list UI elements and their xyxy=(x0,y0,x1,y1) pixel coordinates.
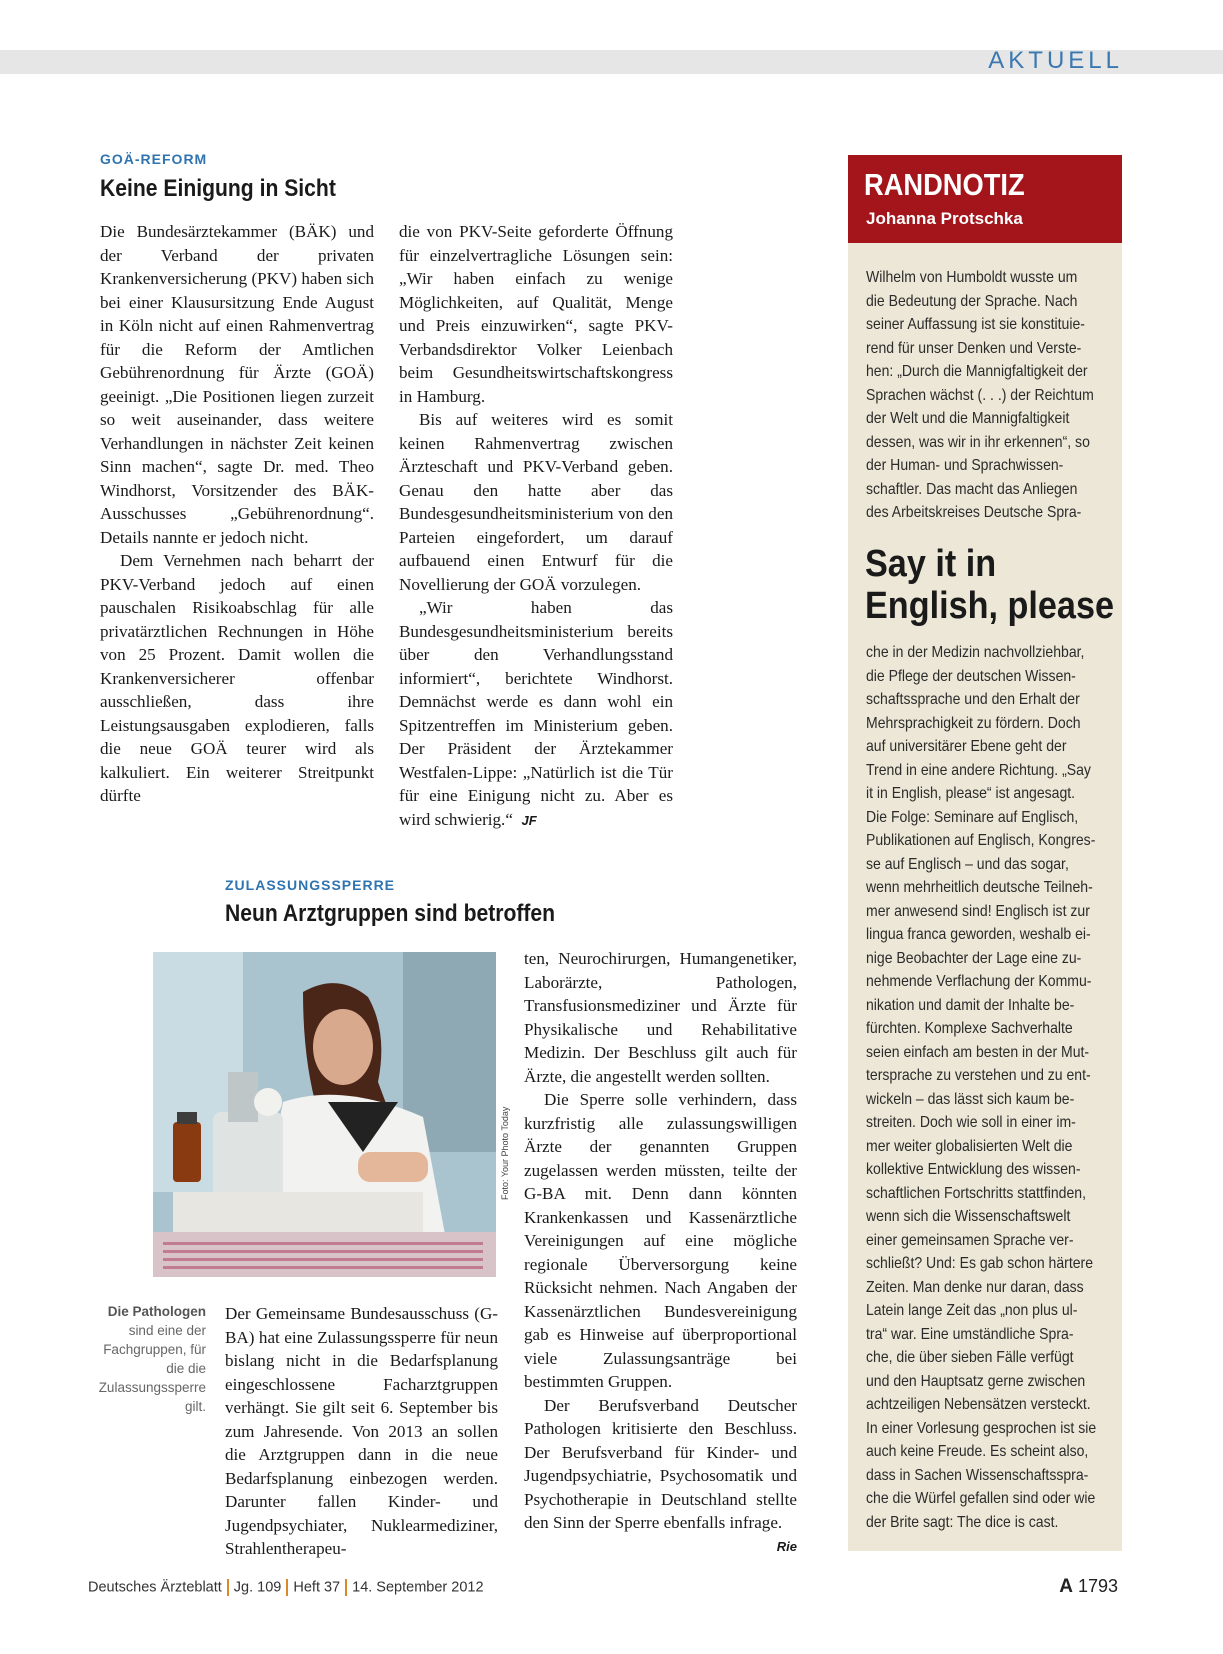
sidebar-text-line: kollektive Entwicklung des wissen- xyxy=(866,1161,1081,1178)
caption-text: sind eine der Fachgruppen, für die die Zulassungssperre gilt. xyxy=(98,1323,206,1414)
journal-name: Deutsches Ärzteblatt xyxy=(88,1579,222,1596)
paragraph: Bis auf weiteres wird es somit keinen Rahmenvertrag zwischen Ärzteschaft und PKV-Verband geben. Genau den hatte aber das Bundesgesundheitsministerium von den Parteien eingefordert, um darauf aufbauend einen Entwurf für die Novellierung der GOÄ vorzulegen. xyxy=(399,410,673,594)
sidebar-text-line: schaftssprache und den Erhalt der xyxy=(866,691,1080,708)
article1-column-2 xyxy=(399,220,673,832)
page-prefix: A xyxy=(1059,1576,1073,1597)
sidebar-text-line: die Bedeutung der Sprache. Nach xyxy=(866,292,1078,310)
sidebar-text-line: it in English, please“ ist angesagt. xyxy=(866,785,1076,802)
sidebar-text-line: streiten. Doch wie soll in einer im- xyxy=(866,1114,1076,1131)
sidebar-text-line: nikation und damit der Inhalte be- xyxy=(866,996,1075,1014)
sidebar-text-line: Latein lange Zeit das „non plus ul- xyxy=(866,1302,1078,1319)
paragraph: Der Gemeinsame Bundesausschuss (G-BA) hat eine Zulassungssperre für neun bislang nicht in die Bedarfsplanung eingeschlossene Facharztgruppen verhängt. Sie gilt seit 6. September bis zum Jahresende. Von 2013 an sollen die Arztgruppen dann in die neue Bedarfsplanung einbezogen werden. Darunter fallen Kinder- und Jugendpsychiater, Nuklearmediziner, Strahlentherapeu- xyxy=(225,1304,498,1558)
randnotiz-title: RANDNOTIZ xyxy=(864,167,1025,202)
paragraph-text: „Wir haben das Bundesgesundheitsministerium bereits über den Verhandlungsstand informiert“, berichtete Windhorst. Demnächst werde es dann wohl ein Spitzentreffen im Ministerium geben. Der Präsident der Ärztekammer Westfalen-Lippe: „Natürlich ist die Tür für eine Einigung nicht zu. Aber es wird schwierig.“ xyxy=(399,598,673,829)
sidebar-text-line: nige Beobachter der Lage eine zu- xyxy=(866,949,1082,967)
footer-separator xyxy=(227,1579,229,1596)
sidebar-text-line: In einer Vorlesung gesprochen ist sie xyxy=(866,1419,1097,1437)
sidebar-text-line: auf universitärer Ebene geht der xyxy=(866,738,1067,755)
randnotiz-text-bottom xyxy=(866,641,1096,1534)
headline-line: Say it in xyxy=(865,543,997,585)
author-signature: JF xyxy=(521,812,537,828)
sidebar-text-line: Publikationen auf Englisch, Kongres- xyxy=(866,832,1096,849)
sidebar-text-line: der Human- und Sprachwissen- xyxy=(866,457,1064,474)
randnotiz-text-top xyxy=(866,266,1094,525)
journal-issue: Heft 37 xyxy=(293,1579,341,1596)
paragraph xyxy=(524,1394,797,1554)
sidebar-text-line: schließt? Und: Es gab schon härtere xyxy=(866,1255,1094,1272)
sidebar-text-line: mer weiter globalisierten Welt die xyxy=(866,1137,1073,1155)
sidebar-text-line: wickeln – das lässt sich kaum be- xyxy=(866,1090,1075,1108)
sidebar-text-line: che die Würfel gefallen sind oder wie xyxy=(866,1490,1096,1507)
paragraph: ten, Neurochirurgen, Humangenetiker, Laborärzte, Pathologen, Transfusionsmediziner und Ärzte für Physikalische und Rehabilitative Medizin. Der Beschluss gilt auch für Ärzte, die angestellt werden sollten. xyxy=(524,949,797,1086)
article1-kicker: GOÄ-REFORM xyxy=(100,151,208,167)
sidebar-text-line: Sprachen wächst (. . .) der Reichtum xyxy=(866,386,1094,404)
paragraph: Die Sperre solle verhindern, dass kurzfristig alle zulassungswilligen Ärzte der genannten Gruppen zugelassen werden müssten, teilte der G-BA mit. Denn dann könnten Krankenkassen und Kassenärztliche Vereinigungen auf eine mögliche regionale Überversorgung keine Rücksicht nehmen. Nach Angaben der Kassenärztlichen Bundesvereinigung gab es Hinweise auf überproportional viele Zulassungsanträge bei bestimmten Gruppen. xyxy=(524,1090,797,1391)
sidebar-text-line: mer anwesend sind! Englisch ist zur xyxy=(866,902,1090,920)
journal-date: 14. September 2012 xyxy=(352,1579,484,1596)
sidebar-text-line: Zeiten. Man denke nur daran, dass xyxy=(866,1278,1084,1296)
sidebar-text-line: einer gemeinsamen Sprache ver- xyxy=(866,1231,1074,1249)
sidebar-text-line: auch keine Freude. Es scheint also, xyxy=(866,1443,1089,1460)
headline-line: English, please xyxy=(865,585,1114,627)
sidebar-text-line: rend für unser Denken und Verste- xyxy=(866,339,1082,357)
paragraph: Die Bundesärztekammer (BÄK) und der Verband der privaten Krankenversicherung (PKV) haben sich bei einer Klausursitzung Ende August in Köln nicht auf einen Rahmenvertrag für die Reform der Amtlichen Gebührenordnung für Ärzte (GOÄ) geeinigt. „Die Positionen liegen zurzeit so weit auseinander, dass weitere Verhandlungen in nächster Zeit keinen Sinn machen“, sagte Dr. med. Theo Windhorst, Vorsitzender des BÄK-Ausschusses „Gebührenordnung“. Details nannte er jedoch nicht. xyxy=(100,222,374,547)
page-footer xyxy=(88,1579,484,1596)
randnotiz-header xyxy=(848,155,1122,243)
article1-column-1 xyxy=(100,220,374,808)
sidebar-text-line: hen: „Durch die Mannigfaltigkeit der xyxy=(866,363,1088,380)
sidebar-text-line: die Pflege der deutschen Wissen- xyxy=(866,667,1076,685)
paragraph: die von PKV-Seite geforderte Öffnung für einzelvertragliche Lösungen sein: „Wir haben einfach zu wenige Möglichkeiten, auf Qualität, Menge und Preis einzuwirken“, sagte PKV-Verbandsdirektor Volker Leienbach beim Gesundheitswirtschaftskongress in Hamburg. xyxy=(399,222,673,406)
sidebar-text-line: dass in Sachen Wissenschaftsspra- xyxy=(866,1466,1089,1484)
article2-headline: Neun Arztgruppen sind betroffen xyxy=(225,900,556,927)
sidebar-text-line: dessen, was wir in ihr erkennen“, so xyxy=(866,433,1090,451)
sidebar-text-line: schaftlichen Fortschritts stattfinden, xyxy=(866,1184,1086,1202)
paragraph-text: Der Berufsverband Deutscher Pathologen kritisierte den Beschluss. Der Berufsverband für Kinder- und Jugendpsychiatrie, Psychosomatik und Psychotherapie in Deutschland stellte den Sinn der Sperre ebenfalls infrage. xyxy=(524,1395,797,1532)
journal-volume: Jg. 109 xyxy=(233,1579,282,1596)
article2-column-1 xyxy=(225,1302,498,1561)
page-number xyxy=(1059,1576,1118,1598)
sidebar-text-line: und den Hauptsatz gerne zwischen xyxy=(866,1372,1086,1390)
sidebar-text-line: Wilhelm von Humboldt wusste um xyxy=(866,269,1078,286)
sidebar-text-line: achtzeiligen Nebensätzen versteckt. xyxy=(866,1396,1091,1413)
sidebar-text-line: lingua franca geworden, weshalb ei- xyxy=(866,926,1091,943)
photo-credit: Foto: Your Photo Today xyxy=(500,1106,510,1200)
paragraph xyxy=(399,596,673,832)
section-label: AKTUELL xyxy=(988,47,1123,74)
author-signature: Rie xyxy=(776,1538,797,1554)
pathologist-microscope-photo xyxy=(153,952,496,1277)
sidebar-text-line: seiner Auffassung ist sie konstituie- xyxy=(866,316,1085,333)
sidebar-text-line: seien einfach am besten in der Mut- xyxy=(866,1043,1090,1061)
sidebar-text-line: Die Folge: Seminare auf Englisch, xyxy=(866,808,1079,826)
sidebar-text-line: Trend in eine andere Richtung. „Say xyxy=(866,761,1091,779)
sidebar-text-line: tersprache zu verstehen und zu ent- xyxy=(866,1067,1091,1084)
article2-column-2 xyxy=(524,947,797,1558)
sidebar-text-line: der Welt und die Mannigfaltigkeit xyxy=(866,410,1070,427)
sidebar-text-line: Mehrsprachigkeit zu fördern. Doch xyxy=(866,714,1081,732)
sidebar-text-line: schaftler. Das macht das Anliegen xyxy=(866,480,1078,498)
caption-lead: Die Pathologen xyxy=(107,1304,206,1319)
sidebar-text-line: wenn mehrheitlich deutsche Teilneh- xyxy=(866,879,1093,896)
sidebar-text-line: des Arbeitskreises Deutsche Spra- xyxy=(866,504,1082,521)
randnotiz-author: Johanna Protschka xyxy=(866,209,1023,228)
article-photo xyxy=(153,952,496,1277)
footer-separator xyxy=(286,1579,288,1596)
sidebar-text-line: tra“ war. Eine umständliche Spra- xyxy=(866,1325,1074,1343)
article2-kicker: ZULASSUNGSSPERRE xyxy=(225,877,396,893)
page-number-value: 1793 xyxy=(1077,1576,1118,1596)
sidebar-text-line: der Brite sagt: The dice is cast. xyxy=(866,1513,1059,1531)
sidebar-text-line: nehmende Verflachung der Kommu- xyxy=(866,973,1092,990)
sidebar-text-line: fürchten. Komplexe Sachverhalte xyxy=(866,1020,1073,1037)
sidebar-text-line: che, die über sieben Fälle verfügt xyxy=(866,1349,1074,1366)
article1-headline: Keine Einigung in Sicht xyxy=(100,175,336,202)
footer-separator xyxy=(345,1579,347,1596)
paragraph: Dem Vernehmen nach beharrt der PKV-Verband jedoch auf einen pauschalen Risikoabschlag für alle privatärztlichen Rechnungen in Höhe von 25 Prozent. Damit wollen die Krankenversicherer offenbar ausschließen, dass ihre Leistungsausgaben explodieren, falls die neue GOÄ teurer wird als kalkuliert. Ein weiterer Streitpunkt dürfte xyxy=(100,551,374,805)
sidebar-text-line: se auf Englisch – und das sogar, xyxy=(866,855,1069,873)
sidebar-text-line: wenn sich die Wissenschaftswelt xyxy=(866,1208,1071,1225)
randnotiz-headline xyxy=(865,543,1114,627)
sidebar-text-line: che in der Medizin nachvollziehbar, xyxy=(866,644,1085,661)
photo-caption xyxy=(90,1302,206,1416)
